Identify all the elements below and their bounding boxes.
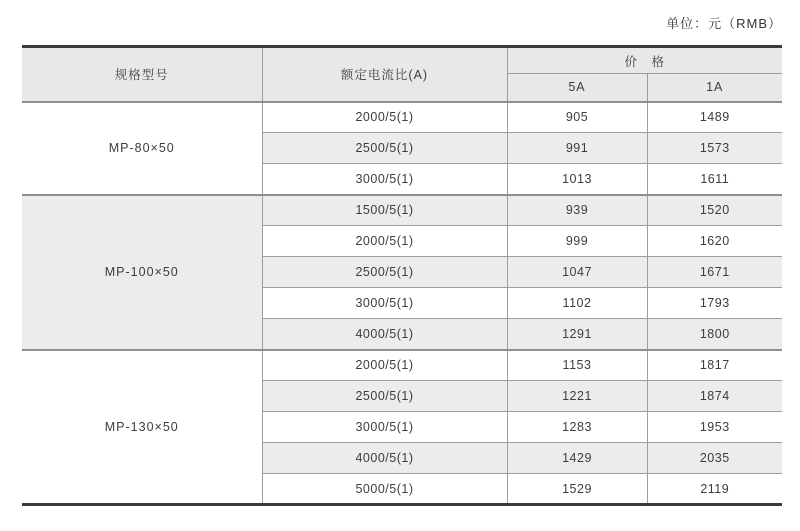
header-price: 价 格 bbox=[507, 47, 782, 74]
price-1a-cell: 1573 bbox=[647, 133, 782, 164]
ratio-cell: 3000/5(1) bbox=[262, 412, 507, 443]
header-spec: 规格型号 bbox=[22, 47, 262, 102]
table-row bbox=[22, 102, 782, 133]
table-row bbox=[22, 195, 782, 226]
price-1a-cell: 1620 bbox=[647, 226, 782, 257]
model-cell: MP-130×50 bbox=[22, 350, 262, 505]
ratio-cell: 4000/5(1) bbox=[262, 319, 507, 350]
table-header bbox=[22, 47, 782, 102]
price-1a-cell: 1953 bbox=[647, 412, 782, 443]
model-cell: MP-100×50 bbox=[22, 195, 262, 350]
price-1a-cell: 1793 bbox=[647, 288, 782, 319]
price-1a-cell: 2035 bbox=[647, 443, 782, 474]
price-1a-cell: 1671 bbox=[647, 257, 782, 288]
ratio-cell: 2500/5(1) bbox=[262, 257, 507, 288]
price-5a-cell: 1529 bbox=[507, 474, 647, 505]
price-5a-cell: 1013 bbox=[507, 164, 647, 195]
header-ratio: 额定电流比(A) bbox=[262, 47, 507, 102]
price-5a-cell: 1047 bbox=[507, 257, 647, 288]
ratio-cell: 2000/5(1) bbox=[262, 102, 507, 133]
price-5a-cell: 905 bbox=[507, 102, 647, 133]
price-table bbox=[22, 45, 782, 506]
price-5a-cell: 1291 bbox=[507, 319, 647, 350]
ratio-cell: 3000/5(1) bbox=[262, 164, 507, 195]
price-5a-cell: 1102 bbox=[507, 288, 647, 319]
price-1a-cell: 1817 bbox=[647, 350, 782, 381]
ratio-cell: 2000/5(1) bbox=[262, 226, 507, 257]
header-1a: 1A bbox=[647, 74, 782, 102]
price-5a-cell: 1153 bbox=[507, 350, 647, 381]
price-5a-cell: 939 bbox=[507, 195, 647, 226]
header-row-top bbox=[22, 47, 782, 74]
ratio-cell: 4000/5(1) bbox=[262, 443, 507, 474]
ratio-cell: 1500/5(1) bbox=[262, 195, 507, 226]
ratio-cell: 3000/5(1) bbox=[262, 288, 507, 319]
price-1a-cell: 1800 bbox=[647, 319, 782, 350]
ratio-cell: 2000/5(1) bbox=[262, 350, 507, 381]
price-1a-cell: 1489 bbox=[647, 102, 782, 133]
price-1a-cell: 1611 bbox=[647, 164, 782, 195]
price-1a-cell: 1520 bbox=[647, 195, 782, 226]
header-5a: 5A bbox=[507, 74, 647, 102]
price-5a-cell: 999 bbox=[507, 226, 647, 257]
ratio-cell: 2500/5(1) bbox=[262, 133, 507, 164]
price-1a-cell: 1874 bbox=[647, 381, 782, 412]
price-5a-cell: 1429 bbox=[507, 443, 647, 474]
price-5a-cell: 991 bbox=[507, 133, 647, 164]
price-5a-cell: 1221 bbox=[507, 381, 647, 412]
table-row bbox=[22, 350, 782, 381]
price-5a-cell: 1283 bbox=[507, 412, 647, 443]
unit-label: 单位：元（RMB） bbox=[666, 16, 782, 31]
ratio-cell: 5000/5(1) bbox=[262, 474, 507, 505]
model-cell: MP-80×50 bbox=[22, 102, 262, 195]
ratio-cell: 2500/5(1) bbox=[262, 381, 507, 412]
price-1a-cell: 2119 bbox=[647, 474, 782, 505]
